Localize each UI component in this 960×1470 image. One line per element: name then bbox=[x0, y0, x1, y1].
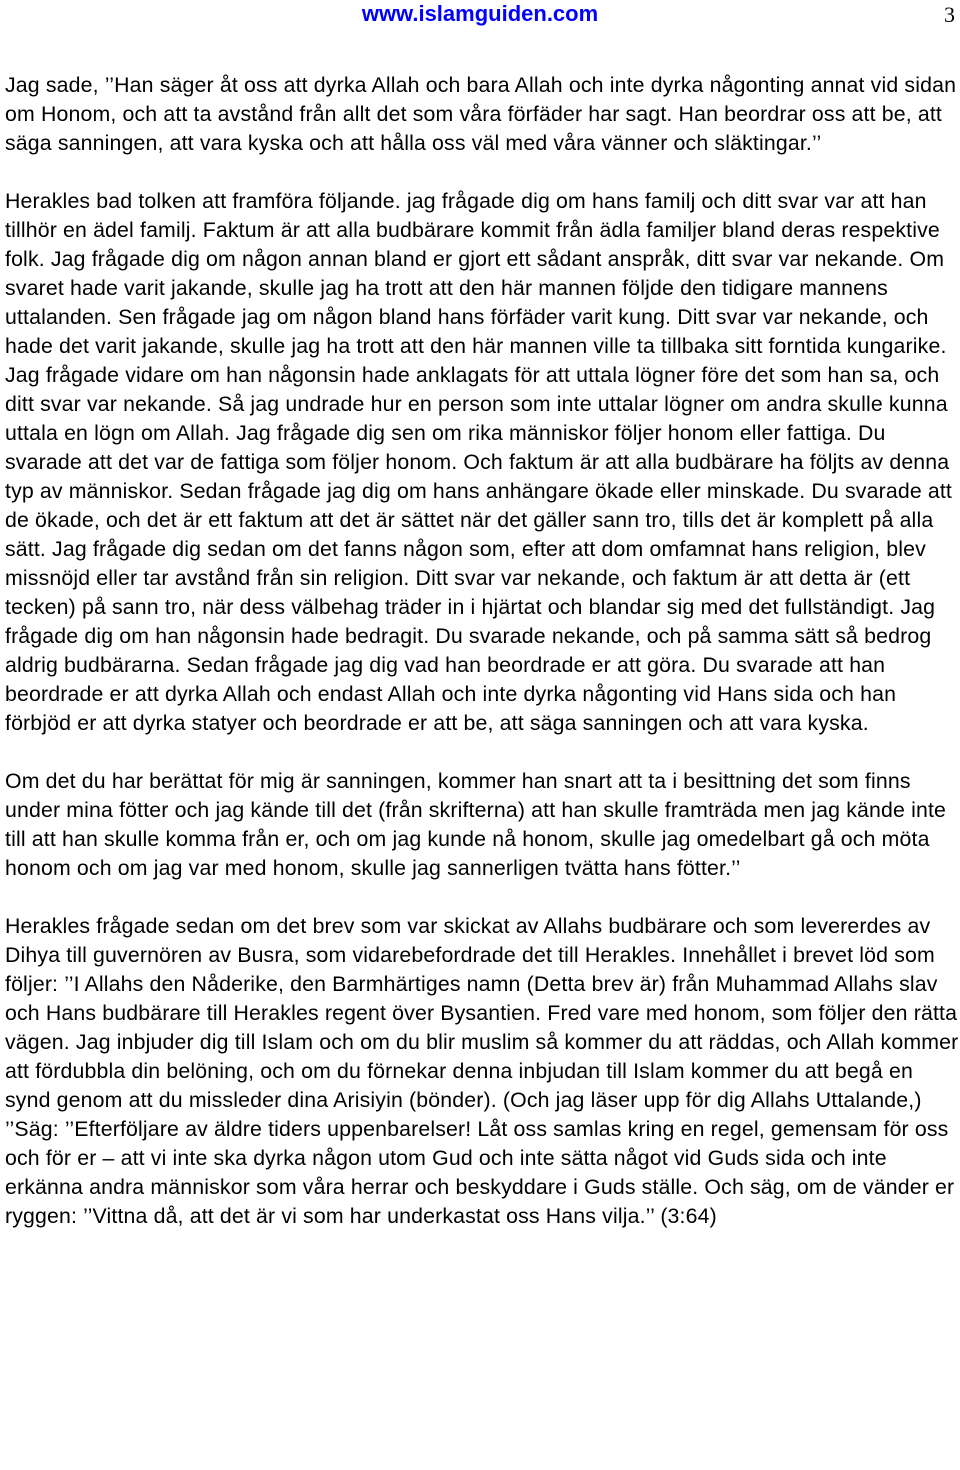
page-number: 3 bbox=[944, 2, 955, 27]
paragraph-herakles-reply: Herakles bad tolken att framföra följande. jag frågade dig om hans familj och ditt svar var att han tillhör en ädel familj. Faktum är att alla budbärare kommit från ädla familjer bland deras respektive folk. Jag frågade dig om någon annan bland er gjort ett sådant anspråk, ditt svar var nekande. Om svaret hade varit jakande, skulle jag ha trott att den här mannen följde den tidigare mannens uttalanden. Sen frågade jag om någon bland hans förfäder varit kung. Ditt svar var nekande, och hade det varit jakande, skulle jag ha trott att den här mannen ville ta tillbaka sitt forntida kungarike. Jag frågade vidare om han någonsin hade anklagats för att uttala lögner före det som han sa, och ditt svar var nekande. Så jag undrade hur en person som inte uttalar lögner om andra skulle kunna uttala en lögn om Allah. Jag frågade dig sen om rika människor följer honom eller fattiga. Du svarade att det var de fattiga som följer honom. Och faktum är att alla budbärare ha följts av denna typ av människor. Sedan frågade jag dig om hans anhängare ökade eller minskade. Du svarade att de ökade, och det är ett faktum att det är sättet när det gäller sann tro, tills det är komplett på alla sätt. Jag frågade dig sedan om det fanns någon som, efter att dom omfamnat hans religion, blev missnöjd eller tar avstånd från sin religion. Ditt svar var nekande, och faktum är att detta är (ett tecken) på sann tro, när dess välbehag träder in i hjärtat och blandar sig med det fullständigt. Jag frågade dig om han någonsin hade bedragit. Du svarade nekande, och på samma sätt så bedrog aldrig budbärarna. Sedan frågade jag dig vad han beordrade er att göra. Du svarade att han beordrade er att dyrka Allah och endast Allah och inte dyrka någonting vid Hans sida och han förbjöd er att dyrka statyer och beordrade er att be, att säga sanningen och att vara kyska. bbox=[5, 189, 953, 735]
site-url-header: www.islamguiden.com bbox=[361, 1, 599, 26]
paragraph-intro: Jag sade, ’’Han säger åt oss att dyrka Allah och bara Allah och inte dyrka någonting annat vid sidan om Honom, och att ta avstånd från allt det som våra förfäder har sagt. Han beordrar oss att be, att säga sanningen, att vara kyska och att hålla oss väl med våra vänner och släktingar.’’ bbox=[5, 73, 957, 155]
paragraph-herakles-conclusion: Om det du har berättat för mig är sanningen, kommer han snart att ta i besittning det som finns under mina fötter och jag kände till det (från skrifterna) att han skulle framträda men jag kände inte till att han skulle komma från er, och om jag kunde nå honom, skulle jag omedelbart gå och möta honom och om jag var med honom, skulle jag sannerligen tvätta hans fötter.’’ bbox=[5, 769, 947, 880]
paragraph-letter: Herakles frågade sedan om det brev som var skickat av Allahs budbärare och som levererdes av Dihya till guvernören av Busra, som vidarebefordrade det till Herakles. Innehållet i brevet löd som följer: ’’I Allahs den Nåderike, den Barmhärtiges namn (Detta brev är) från Muhammad Allahs slav och Hans budbärare till Herakles regent över Bysantien. Fred vare med honom, som följer den rätta vägen. Jag inbjuder dig till Islam och om du blir muslim så kommer du att räddas, och Allah kommer att fördubbla din belöning, och om du förnekar denna inbjudan till Islam kommer du att begå en synd genom att du missleder dina Arisiyin (bönder). (Och jag läser upp för dig Allahs Uttalande,) ’’Säg: ’’Efterföljare av äldre tiders uppenbarelser! Låt oss samlas kring en regel, gemensam för oss och för er – att vi inte ska dyrka någon utom Gud och inte sätta något vid Guds sida och inte erkänna andra människor som våra herrar och beskyddare i Guds ställe. Och säg, om de vänder er ryggen: ’’Vittna då, att det är vi som har underkastat oss Hans vilja.’’ (3:64) bbox=[5, 914, 959, 1228]
document-body bbox=[5, 71, 960, 1231]
